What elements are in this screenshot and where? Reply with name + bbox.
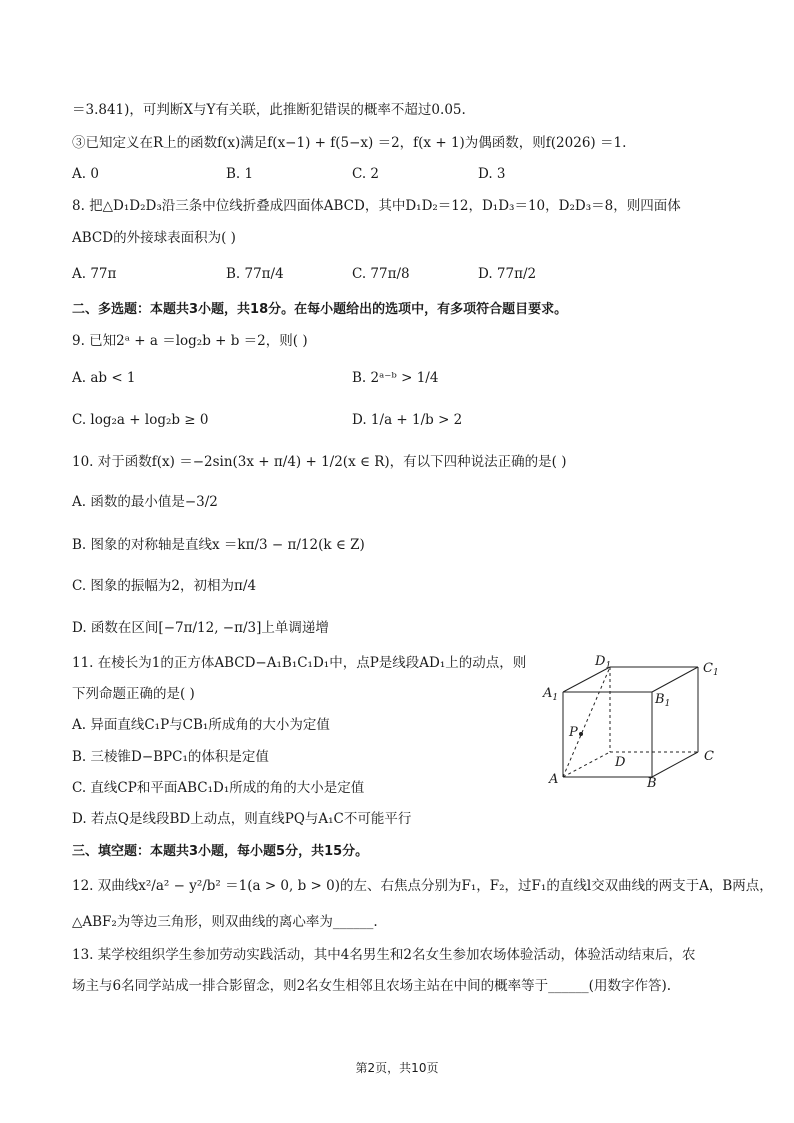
question-12-line1: 12. 双曲线x²/a² − y²/b² ＝1(a > 0, b > 0)的左、右焦点分别为F₁，F₂，过F₁的直线l交双曲线的两支于A，B两点， — [72, 878, 773, 894]
option-c: C. 2 — [352, 166, 380, 182]
option-b: B. 1 — [226, 166, 254, 182]
label-a1: $A_1$ — [543, 686, 559, 703]
option-d: D. 函数在区间[−7π/12, −π/3]上单调递增 — [72, 620, 329, 636]
cube-figure — [535, 650, 725, 790]
option-d: D. 3 — [478, 166, 506, 182]
question-11-line1: 11. 在棱长为1的正方体ABCD−A₁B₁C₁D₁中，点P是线段AD₁上的动点，则 — [72, 655, 527, 671]
option-d: D. 若点Q是线段BD上动点，则直线PQ与A₁C不可能平行 — [72, 811, 412, 827]
question-8-line1: 8. 把△D₁D₂D₃沿三条中位线折叠成四面体ABCD，其中D₁D₂＝12，D₁D₃＝10，D₂D₃＝8，则四面体 — [72, 198, 681, 214]
label-c1: $C_1$ — [703, 661, 719, 678]
option-c: C. 77π/8 — [352, 266, 410, 282]
label-d: D — [615, 755, 626, 770]
section-heading: 三、填空题：本题共3小题，每小题5分，共15分。 — [72, 844, 369, 859]
question-8-line2: ABCD的外接球表面积为( ) — [72, 230, 236, 246]
label-p: P — [569, 725, 578, 740]
section-heading: 二、多选题：本题共3小题，共18分。在每小题给出的选项中，有多项符合题目要求。 — [72, 302, 568, 317]
option-d: D. 77π/2 — [478, 266, 537, 282]
question-13-line2: 场主与6名同学站成一排合影留念，则2名女生相邻且农场主站在中间的概率等于______(用数字作答). — [72, 978, 672, 994]
option-c: C. 直线CP和平面ABC₁D₁所成的角的大小是定值 — [72, 780, 365, 796]
option-d: D. 1/a + 1/b > 2 — [352, 412, 463, 428]
option-a: A. 函数的最小值是−3/2 — [72, 494, 218, 510]
question-11-line2: 下列命题正确的是( ) — [72, 686, 195, 702]
label-b1: $B_1$ — [655, 692, 671, 709]
label-c: C — [704, 749, 714, 764]
option-c: C. 图象的振幅为2，初相为π/4 — [72, 578, 257, 594]
question-12-line2: △ABF₂为等边三角形，则双曲线的离心率为______. — [72, 914, 378, 930]
option-b: B. 2ᵃ⁻ᵇ > 1/4 — [352, 370, 439, 386]
option-b: B. 77π/4 — [226, 266, 284, 282]
option-b: B. 三棱锥D−BPC₁的体积是定值 — [72, 749, 269, 765]
option-a: A. 异面直线C₁P与CB₁所成角的大小为定值 — [72, 717, 330, 733]
question-9: 9. 已知2ᵃ + a ＝log₂b + b ＝2，则( ) — [72, 333, 308, 349]
label-b: B — [647, 776, 657, 790]
label-a: A — [549, 772, 559, 787]
option-a: A. 77π — [72, 266, 117, 282]
option-b: B. 图象的对称轴是直线x ＝kπ/3 − π/12(k ∈ Z) — [72, 537, 365, 553]
option-c: C. log₂a + log₂b ≥ 0 — [72, 412, 209, 428]
option-a: A. ab < 1 — [72, 370, 136, 386]
question-13-line1: 13. 某学校组织学生参加劳动实践活动，其中4名男生和2名女生参加农场体验活动，体验活动结束后，农 — [72, 947, 696, 963]
label-d1: $D_1$ — [595, 654, 612, 671]
question-10: 10. 对于函数f(x) ＝−2sin(3x + π/4) + 1/2(x ∈ R)，有以下四种说法正确的是( ) — [72, 454, 567, 470]
page-footer: 第2页，共10页 — [355, 1061, 439, 1075]
option-a: A. 0 — [72, 166, 99, 182]
text-line: ③已知定义在R上的函数f(x)满足f(x−1) + f(5−x) ＝2，f(x + 1)为偶函数，则f(2026) ＝1. — [72, 135, 627, 151]
text-line: ＝3.841)，可判断X与Y有关联，此推断犯错误的概率不超过0.05. — [72, 102, 466, 118]
